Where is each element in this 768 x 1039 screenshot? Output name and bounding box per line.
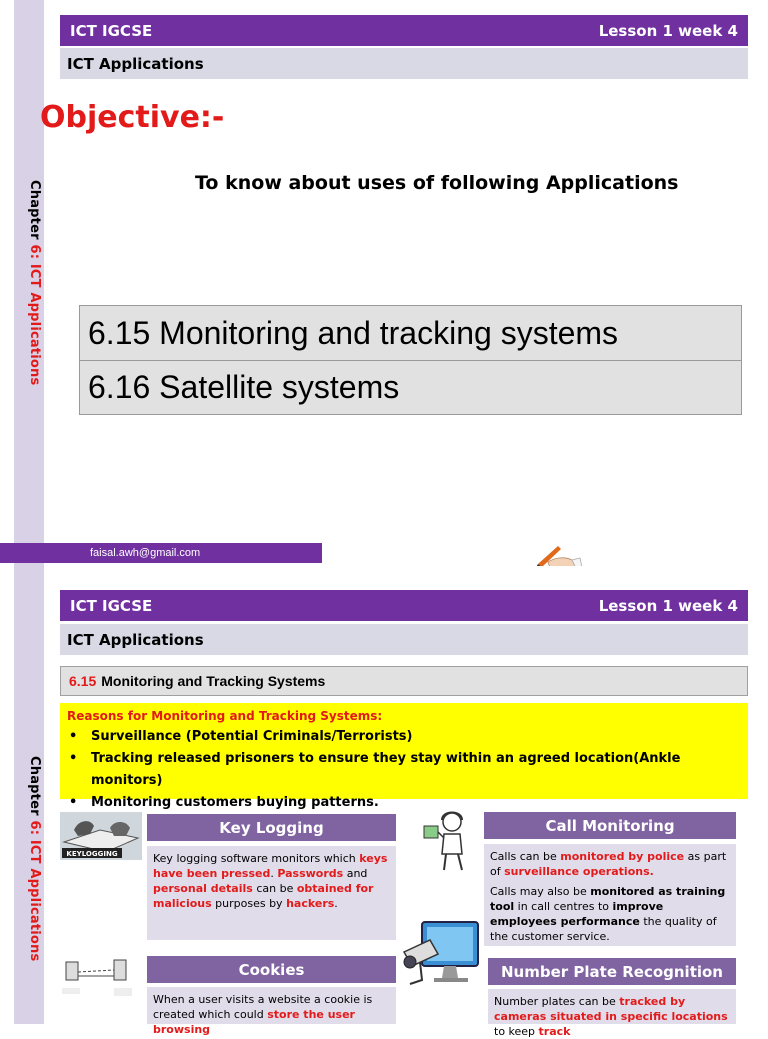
objective-intro: To know about uses of following Applications — [195, 172, 679, 194]
call-monitoring-body: Calls can be monitored by police as part of surveillance operations. Calls may also be monitored as training tool in call centres to improve employees performance the quality of the customer service. — [484, 844, 736, 946]
topic-row: 6.15 Monitoring and tracking systems — [80, 306, 741, 360]
topics-table — [79, 305, 742, 415]
reason-item: • Monitoring customers buying patterns. — [67, 792, 741, 814]
section-heading: Monitoring and Tracking Systems — [101, 673, 326, 689]
footer-email: faisal.awh@gmail.com — [90, 547, 201, 559]
svg-text:KEYLOGGING: KEYLOGGING — [66, 850, 118, 858]
objective-heading: Objective:- — [40, 100, 225, 135]
number-plate-body: Number plates can be tracked by cameras situated in specific locations to keep track — [488, 989, 736, 1024]
reasons-list — [67, 726, 741, 814]
reason-item: • Surveillance (Potential Criminals/Terrorists) — [67, 726, 741, 748]
subheader-bar — [60, 48, 748, 79]
topic-row: 6.16 Satellite systems — [80, 360, 741, 414]
cookies-illustration — [60, 954, 142, 1002]
subheader-title: ICT Applications — [67, 54, 204, 73]
key-logging-body: Key logging software monitors which keys have been pressed. Passwords and personal details can be obtained for malicious purposes by hackers. — [147, 846, 396, 940]
section-title — [60, 666, 748, 696]
cookies-title: Cookies — [147, 956, 396, 983]
lesson-label: Lesson 1 week 4 — [598, 21, 738, 40]
lesson-label: Lesson 1 week 4 — [598, 596, 738, 615]
reason-item: • Tracking released prisoners to ensure they stay within an agreed location(Ankle monitors) — [67, 748, 741, 792]
call-center-person-icon — [420, 810, 472, 872]
slide-2 — [0, 566, 768, 1038]
header-bar — [60, 15, 748, 46]
subheader-title: ICT Applications — [67, 630, 204, 649]
cookies-body: When a user visits a website a cookie is created which could store the user browsing — [147, 987, 396, 1024]
subheader-bar — [60, 624, 748, 655]
reasons-title: Reasons for Monitoring and Tracking Systems: — [67, 709, 383, 723]
section-number: 6.15 — [69, 673, 97, 689]
keylogging-illustration — [60, 812, 142, 860]
call-monitoring-title: Call Monitoring — [484, 812, 736, 839]
chapter-side-label: Chapter 6: ICT Applications — [27, 180, 42, 386]
reasons-box — [60, 703, 748, 810]
course-title: ICT IGCSE — [70, 21, 153, 40]
chapter-side-label: Chapter 6: ICT Applications — [27, 756, 42, 962]
key-logging-title: Key Logging — [147, 814, 396, 841]
camera-monitor-icon — [400, 918, 484, 990]
course-title: ICT IGCSE — [70, 596, 153, 615]
number-plate-title: Number Plate Recognition — [488, 958, 736, 985]
footer-bar — [0, 543, 322, 563]
header-bar — [60, 590, 748, 621]
